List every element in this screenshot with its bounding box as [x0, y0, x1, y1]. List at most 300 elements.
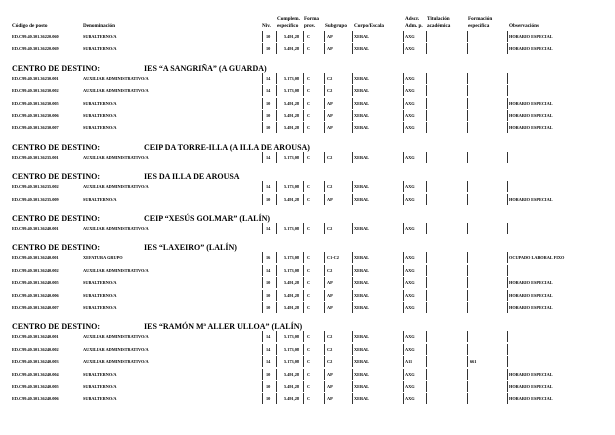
centro-destino-label: CENTRO DE DESTINO: — [12, 142, 101, 152]
cell-corpo: XERAL — [354, 113, 370, 118]
column-divider — [352, 73, 353, 84]
column-divider — [303, 265, 304, 276]
cell-denominacion: AUXILIAR ADMINISTRATIVO/A — [83, 226, 149, 231]
column-divider — [352, 302, 353, 313]
column-divider — [403, 290, 404, 301]
column-divider — [262, 98, 263, 109]
column-divider — [303, 98, 304, 109]
cell-codigo: ED.C99.40.301.36240.001 — [12, 334, 59, 340]
column-divider — [426, 31, 427, 42]
column-divider — [426, 302, 427, 313]
cell-corpo: XERAL — [354, 371, 370, 377]
column-divider — [262, 356, 263, 367]
centro-destino-heading — [12, 172, 240, 182]
column-divider — [276, 85, 277, 96]
column-divider — [352, 152, 353, 163]
column-divider — [403, 302, 404, 313]
cell-corpo: XERAL — [354, 359, 370, 365]
column-divider — [426, 98, 427, 109]
cell-complem: 5.491,28 — [284, 46, 300, 52]
column-divider — [352, 369, 353, 380]
cell-subgrupo: AP — [327, 384, 333, 389]
column-divider — [403, 181, 404, 192]
column-divider — [324, 181, 325, 192]
cell-complem: 5.491,28 — [284, 396, 300, 402]
column-divider — [262, 369, 263, 380]
column-divider — [303, 369, 304, 380]
cell-adscr: AXG — [405, 196, 415, 202]
cell-codigo: ED.C99.40.301.36240.001 — [12, 255, 59, 261]
column-divider — [467, 356, 468, 367]
column-divider — [467, 369, 468, 380]
cell-nivel: 14 — [266, 334, 271, 340]
column-divider — [352, 265, 353, 276]
cell-denominacion: SUBALTERNO/A — [83, 100, 117, 106]
cell-complem: 5.173,08 — [284, 184, 300, 190]
column-divider — [276, 331, 277, 342]
cell-adscr: A11 — [405, 359, 413, 365]
cell-denominacion: AUXILIAR ADMINISTRATIVO/A — [83, 184, 149, 190]
cell-corpo: XERAL — [354, 280, 370, 286]
cell-adscr: AXG — [405, 125, 415, 131]
cell-complem: 5.173,08 — [284, 75, 300, 81]
column-divider — [426, 43, 427, 54]
column-divider — [426, 344, 427, 355]
column-divider — [324, 277, 325, 288]
cell-nivel: 14 — [266, 154, 271, 160]
cell-adscr: AXG — [405, 184, 415, 190]
cell-subgrupo: C2 — [327, 359, 333, 365]
cell-denominacion: AUXILIAR ADMINISTRATIVO/A — [83, 154, 149, 160]
header-titulacion-2: académica — [427, 23, 451, 29]
cell-subgrupo: AP — [327, 100, 333, 106]
cell-subgrupo: C2 — [327, 346, 333, 352]
cell-codigo: ED.C99.40.301.36240.005 — [12, 280, 59, 286]
centro-destino-label: CENTRO DE DESTINO: — [12, 214, 101, 223]
cell-forma: C — [307, 154, 311, 160]
column-divider — [426, 152, 427, 163]
header-complem-1: Complem. — [277, 16, 300, 22]
cell-subgrupo: C2 — [327, 267, 333, 273]
cell-codigo: ED.C99.40.301.36230.007 — [12, 125, 59, 131]
cell-denominacion: XEFATURA GRUPO — [83, 255, 123, 261]
column-divider — [352, 331, 353, 342]
column-divider — [507, 369, 508, 380]
header-subgrupo: Subgrupo — [325, 23, 347, 29]
cell-nivel: 16 — [266, 255, 271, 261]
cell-corpo: XERAL — [354, 46, 370, 52]
cell-denominacion: AUXILIAR ADMINISTRATIVO/A — [83, 267, 149, 273]
column-divider — [276, 381, 277, 392]
cell-complem: 5.173,08 — [284, 267, 300, 273]
cell-forma: C — [307, 359, 311, 365]
cell-forma: C — [307, 384, 311, 389]
column-divider — [324, 393, 325, 404]
column-divider — [303, 393, 304, 404]
column-divider — [262, 265, 263, 276]
cell-nivel: 10 — [266, 384, 271, 389]
header-observacions: Observacións — [509, 23, 539, 29]
header-forma-1: Forma — [304, 16, 319, 22]
column-divider — [403, 344, 404, 355]
cell-subgrupo: C2 — [327, 88, 333, 94]
cell-adscr: AXG — [405, 88, 415, 94]
centro-destino-name: CEIP “XESÚS GOLMAR” (LALÍN) — [144, 214, 271, 223]
cell-codigo: ED.C99.40.301.36230.006 — [12, 113, 59, 118]
column-divider — [324, 98, 325, 109]
cell-adscr: AXG — [405, 226, 415, 231]
column-divider — [324, 122, 325, 133]
cell-complem: 5.491,28 — [284, 305, 300, 310]
centro-destino-label: CENTRO DE DESTINO: — [12, 63, 101, 73]
cell-complem: 5.491,28 — [284, 34, 300, 39]
cell-codigo: ED.C99.40.301.36240.005 — [12, 384, 59, 389]
column-divider — [467, 277, 468, 288]
cell-denominacion: AUXILIAR ADMINISTRATIVO/A — [83, 88, 149, 94]
cell-denominacion: AUXILIAR ADMINISTRATIVO/A — [83, 346, 149, 352]
cell-nivel: 10 — [266, 100, 271, 106]
cell-corpo: XERAL — [354, 34, 370, 39]
column-divider — [467, 194, 468, 205]
cell-forma: C — [307, 292, 311, 298]
cell-corpo: XERAL — [354, 346, 370, 352]
column-divider — [507, 277, 508, 288]
column-divider — [403, 98, 404, 109]
column-divider — [426, 369, 427, 380]
column-divider — [467, 73, 468, 84]
column-divider — [262, 290, 263, 301]
header-complem-2: específico — [277, 23, 299, 29]
column-divider — [426, 122, 427, 133]
centro-destino-heading — [12, 322, 303, 332]
cell-forma: C — [307, 34, 311, 39]
column-divider — [507, 290, 508, 301]
cell-denominacion: SUBALTERNO/A — [83, 384, 117, 389]
cell-nivel: 14 — [266, 88, 271, 94]
cell-codigo: ED.C99.40.301.36240.007 — [12, 305, 59, 310]
cell-observacions: HORARIO ESPECIAL — [509, 371, 553, 377]
cell-codigo: ED.C99.40.301.36240.002 — [12, 346, 59, 352]
cell-forma: C — [307, 75, 311, 81]
cell-observacions: HORARIO ESPECIAL — [509, 384, 553, 389]
cell-corpo: XERAL — [354, 184, 370, 190]
header-forma-2: prov. — [304, 23, 316, 29]
column-divider — [507, 98, 508, 109]
column-divider — [262, 252, 263, 263]
column-divider — [403, 43, 404, 54]
column-divider — [467, 110, 468, 121]
cell-nivel: 14 — [266, 184, 271, 190]
cell-nivel: 10 — [266, 125, 271, 131]
column-divider — [262, 331, 263, 342]
column-divider — [262, 344, 263, 355]
column-divider — [276, 194, 277, 205]
column-divider — [303, 194, 304, 205]
column-divider — [403, 122, 404, 133]
column-divider — [467, 122, 468, 133]
column-divider — [426, 194, 427, 205]
centro-destino-heading — [12, 142, 310, 152]
cell-corpo: XERAL — [354, 75, 370, 81]
cell-subgrupo: C2 — [327, 154, 333, 160]
column-divider — [467, 331, 468, 342]
cell-subgrupo: AP — [327, 396, 333, 402]
column-divider — [507, 265, 508, 276]
cell-codigo: ED.C99.40.301.36235.002 — [12, 184, 59, 190]
column-divider — [276, 344, 277, 355]
cell-corpo: XERAL — [354, 226, 370, 231]
cell-corpo: XERAL — [354, 100, 370, 106]
column-divider — [262, 277, 263, 288]
column-divider — [303, 181, 304, 192]
cell-codigo: ED.C99.40.301.36240.002 — [12, 267, 59, 273]
cell-nivel: 14 — [266, 226, 271, 231]
column-divider — [324, 331, 325, 342]
column-divider — [403, 152, 404, 163]
column-divider — [324, 73, 325, 84]
cell-codigo: ED.C99.40.301.36220.069 — [12, 46, 59, 52]
column-divider — [467, 381, 468, 392]
cell-complem: 5.491,28 — [284, 371, 300, 377]
column-divider — [467, 223, 468, 234]
column-divider — [403, 252, 404, 263]
cell-observacions: HORARIO ESPECIAL — [509, 125, 553, 131]
column-divider — [467, 31, 468, 42]
column-divider — [507, 344, 508, 355]
centro-destino-label: CENTRO DE DESTINO: — [12, 322, 101, 332]
cell-complem: 5.173,08 — [284, 255, 300, 261]
column-divider — [403, 31, 404, 42]
cell-complem: 5.173,08 — [284, 346, 300, 352]
column-divider — [276, 181, 277, 192]
cell-complem: 5.173,08 — [284, 154, 300, 160]
header-formacion-2: específica — [468, 23, 490, 29]
cell-adscr: AXG — [405, 100, 415, 106]
cell-nivel: 10 — [266, 113, 271, 118]
header-formacion-1: Formación — [468, 16, 493, 22]
cell-formacion: 661 — [470, 359, 477, 365]
column-divider — [426, 277, 427, 288]
column-divider — [324, 356, 325, 367]
column-divider — [426, 181, 427, 192]
column-divider — [352, 252, 353, 263]
column-divider — [507, 194, 508, 205]
cell-denominacion: AUXILIAR ADMINISTRATIVO/A — [83, 359, 149, 365]
centro-destino-name: IES “LAXEIRO” (LALÍN) — [144, 243, 237, 253]
cell-adscr: AXG — [405, 267, 415, 273]
header-adscr-1: Adscr. — [405, 16, 420, 22]
cell-observacions: HORARIO ESPECIAL — [509, 46, 553, 52]
column-divider — [262, 85, 263, 96]
column-divider — [276, 252, 277, 263]
column-divider — [467, 393, 468, 404]
column-divider — [324, 302, 325, 313]
column-divider — [426, 393, 427, 404]
column-divider — [276, 290, 277, 301]
column-divider — [467, 290, 468, 301]
cell-codigo: ED.C99.40.301.36230.002 — [12, 88, 59, 94]
column-divider — [507, 302, 508, 313]
cell-adscr: AXG — [405, 113, 415, 118]
cell-denominacion: SUBALTERNO/A — [83, 34, 117, 39]
column-divider — [324, 43, 325, 54]
column-divider — [507, 381, 508, 392]
column-divider — [276, 98, 277, 109]
centro-destino-name: CEIP DA TORRE-ILLA (A ILLA DE AROUSA) — [144, 142, 310, 152]
cell-codigo: ED.C99.40.301.36220.060 — [12, 34, 59, 39]
cell-denominacion: SUBALTERNO/A — [83, 396, 117, 402]
column-divider — [352, 31, 353, 42]
column-divider — [403, 277, 404, 288]
column-divider — [403, 381, 404, 392]
cell-nivel: 14 — [266, 75, 271, 81]
column-divider — [324, 381, 325, 392]
column-divider — [352, 344, 353, 355]
column-divider — [426, 223, 427, 234]
column-divider — [426, 110, 427, 121]
cell-codigo: ED.C99.40.301.36240.004 — [12, 371, 59, 377]
column-divider — [403, 393, 404, 404]
column-divider — [507, 223, 508, 234]
column-divider — [303, 252, 304, 263]
centro-destino-name: IES DA ILLA DE AROUSA — [144, 172, 240, 182]
column-divider — [262, 381, 263, 392]
column-divider — [426, 290, 427, 301]
column-divider — [276, 223, 277, 234]
column-divider — [324, 31, 325, 42]
column-divider — [352, 277, 353, 288]
cell-denominacion: SUBALTERNO/A — [83, 292, 117, 298]
cell-denominacion: SUBALTERNO/A — [83, 280, 117, 286]
column-divider — [303, 331, 304, 342]
cell-codigo: ED.C99.40.301.36240.006 — [12, 292, 59, 298]
header-corpo: Corpo/Escala — [354, 23, 384, 29]
header-codigo: Código de posto — [12, 23, 48, 29]
column-divider — [403, 369, 404, 380]
cell-complem: 5.491,28 — [284, 125, 300, 131]
cell-nivel: 14 — [266, 346, 271, 352]
cell-subgrupo: C1-C2 — [327, 255, 339, 261]
cell-corpo: XERAL — [354, 384, 370, 389]
cell-subgrupo: C2 — [327, 226, 333, 231]
cell-complem: 5.491,28 — [284, 292, 300, 298]
cell-complem: 5.491,28 — [284, 100, 300, 106]
cell-forma: C — [307, 346, 311, 352]
column-divider — [403, 85, 404, 96]
centro-destino-heading — [12, 214, 271, 223]
cell-complem: 5.491,28 — [284, 384, 300, 389]
column-divider — [467, 85, 468, 96]
cell-denominacion: AUXILIAR ADMINISTRATIVO/A — [83, 334, 149, 340]
cell-forma: C — [307, 255, 311, 261]
cell-observacions: HORARIO ESPECIAL — [509, 34, 553, 39]
cell-codigo: ED.C99.40.301.36240.006 — [12, 396, 59, 402]
column-divider — [276, 31, 277, 42]
column-divider — [467, 152, 468, 163]
column-divider — [303, 122, 304, 133]
cell-complem: 5.173,08 — [284, 334, 300, 340]
cell-nivel: 10 — [266, 292, 271, 298]
column-divider — [507, 43, 508, 54]
column-divider — [426, 73, 427, 84]
column-divider — [507, 356, 508, 367]
column-divider — [262, 43, 263, 54]
column-divider — [303, 31, 304, 42]
header-nivel: Niv. — [262, 23, 271, 29]
column-divider — [324, 344, 325, 355]
column-divider — [352, 122, 353, 133]
cell-observacions: HORARIO ESPECIAL — [509, 305, 553, 310]
cell-codigo: ED.C99.40.301.36235.009 — [12, 196, 59, 202]
column-divider — [303, 110, 304, 121]
column-divider — [403, 73, 404, 84]
column-divider — [276, 277, 277, 288]
column-divider — [352, 110, 353, 121]
column-divider — [262, 31, 263, 42]
cell-subgrupo: AP — [327, 292, 333, 298]
cell-complem: 5.173,08 — [284, 226, 300, 231]
column-divider — [403, 223, 404, 234]
column-divider — [303, 302, 304, 313]
column-divider — [467, 302, 468, 313]
column-divider — [352, 181, 353, 192]
cell-forma: C — [307, 280, 311, 286]
column-divider — [507, 122, 508, 133]
cell-corpo: XERAL — [354, 334, 370, 340]
column-divider — [276, 393, 277, 404]
column-divider — [403, 265, 404, 276]
cell-denominacion: SUBALTERNO/A — [83, 196, 117, 202]
cell-denominacion: AUXILIAR ADMINISTRATIVO/A — [83, 75, 149, 81]
cell-corpo: XERAL — [354, 305, 370, 310]
header-titulacion-1: Titulación — [427, 16, 450, 22]
cell-subgrupo: AP — [327, 34, 333, 39]
column-divider — [507, 85, 508, 96]
cell-nivel: 10 — [266, 305, 271, 310]
cell-corpo: XERAL — [354, 196, 370, 202]
column-divider — [352, 381, 353, 392]
cell-observacions: HORARIO ESPECIAL — [509, 396, 553, 402]
column-divider — [426, 85, 427, 96]
column-divider — [262, 152, 263, 163]
cell-adscr: AXG — [405, 334, 415, 340]
column-divider — [276, 43, 277, 54]
cell-observacions: OCUPADO LABORAL FIXO — [509, 255, 565, 261]
cell-forma: C — [307, 113, 311, 118]
cell-corpo: XERAL — [354, 292, 370, 298]
cell-forma: C — [307, 267, 311, 273]
column-divider — [303, 85, 304, 96]
cell-subgrupo: AP — [327, 125, 333, 131]
column-divider — [324, 265, 325, 276]
cell-forma: C — [307, 88, 311, 94]
cell-forma: C — [307, 396, 311, 402]
column-divider — [276, 356, 277, 367]
cell-denominacion: SUBALTERNO/A — [83, 46, 117, 52]
column-divider — [303, 344, 304, 355]
centro-destino-label: CENTRO DE DESTINO: — [12, 243, 101, 253]
column-divider — [467, 43, 468, 54]
cell-complem: 5.173,08 — [284, 88, 300, 94]
cell-adscr: AXG — [405, 255, 415, 261]
column-divider — [507, 393, 508, 404]
column-divider — [262, 393, 263, 404]
centro-destino-heading — [12, 243, 237, 253]
column-divider — [324, 252, 325, 263]
column-divider — [276, 122, 277, 133]
cell-forma: C — [307, 371, 311, 377]
cell-adscr: AXG — [405, 396, 415, 402]
